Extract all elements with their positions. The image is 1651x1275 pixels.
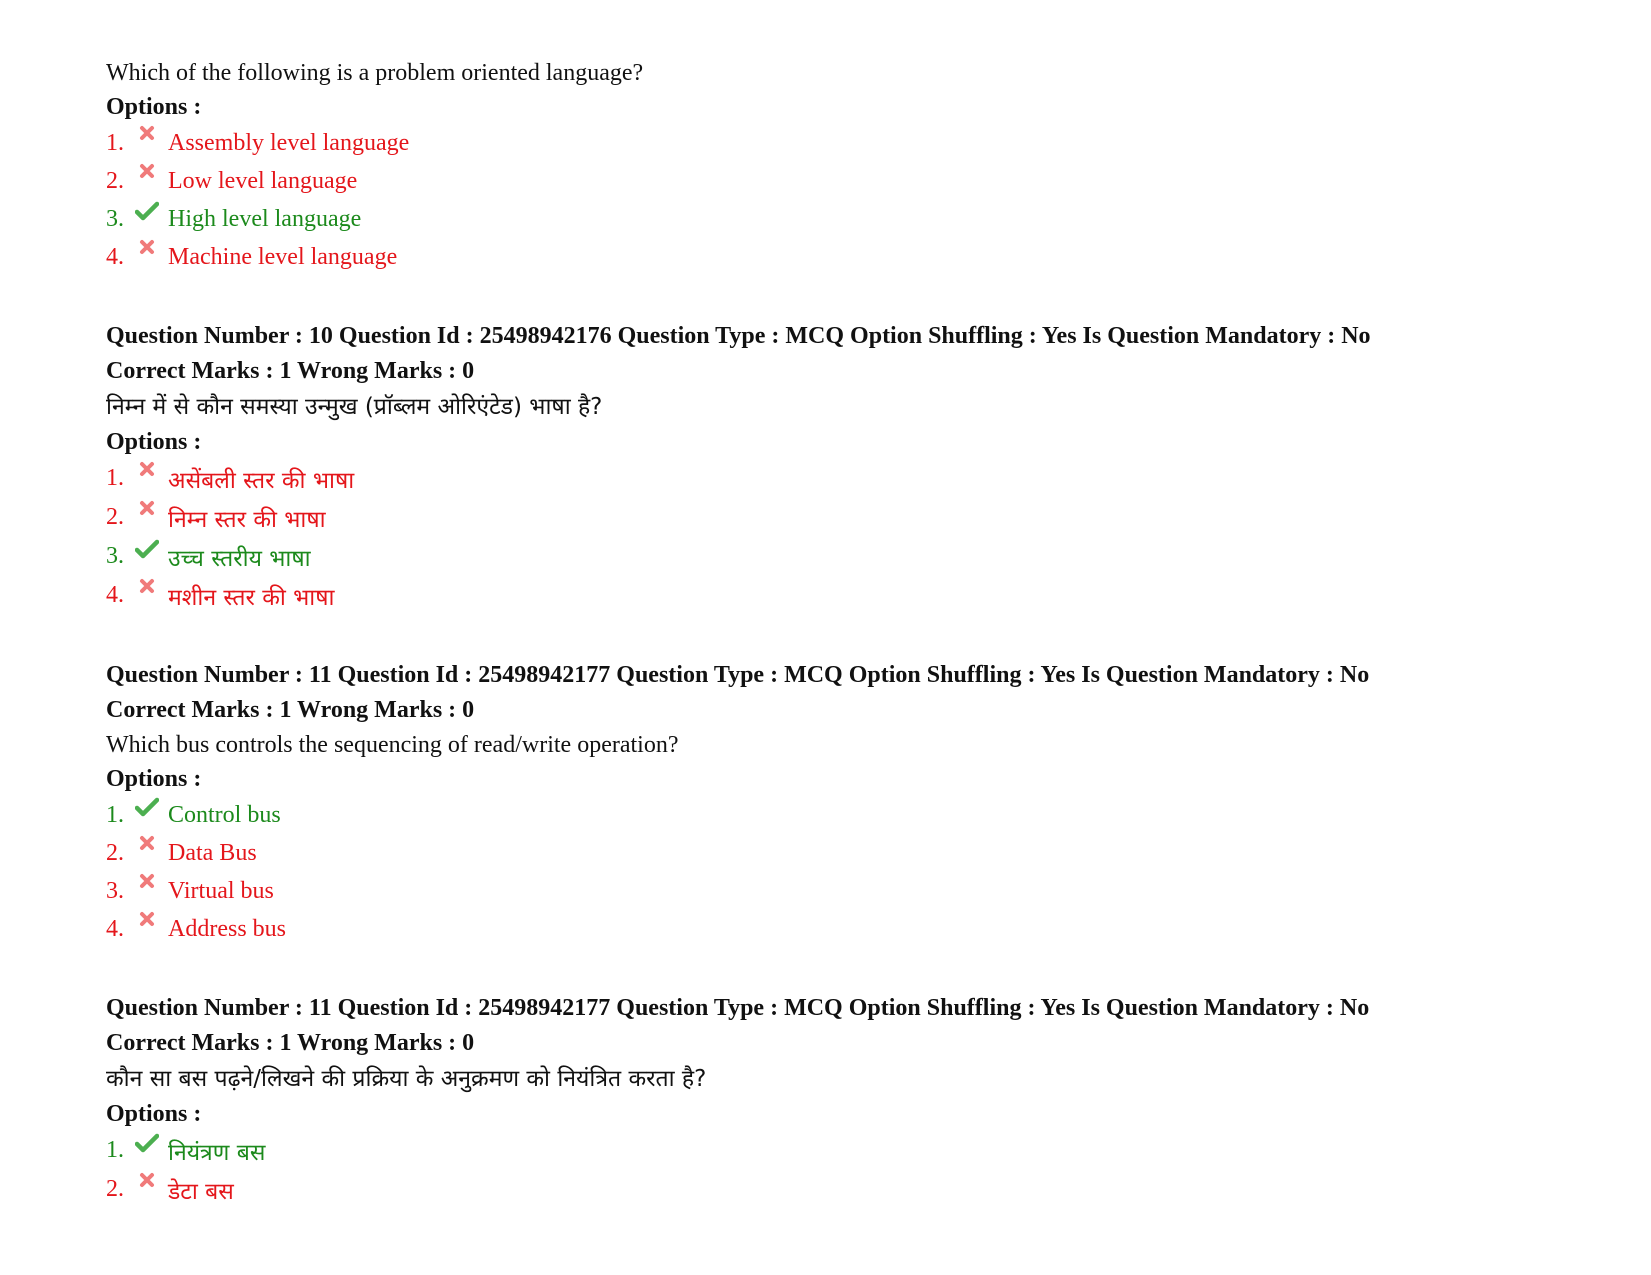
- question-meta: Question Number : 10 Question Id : 25498942176 Question Type : MCQ Option Shuffling : Yes Is Question Mandatory : No: [106, 323, 1371, 349]
- options-label: Options :: [106, 429, 202, 455]
- option-text: High level language: [168, 205, 362, 232]
- question-block: [106, 319, 1606, 615]
- check-mark-icon: [134, 201, 160, 227]
- option-number: 2.: [106, 167, 124, 194]
- option-number: 3.: [106, 543, 124, 569]
- option-number: 1.: [106, 129, 124, 156]
- question-block: [106, 658, 1606, 948]
- option-text: Data Bus: [168, 839, 257, 866]
- question-meta: Question Number : 11 Question Id : 25498942177 Question Type : MCQ Option Shuffling : Yes Is Question Mandatory : No: [106, 995, 1370, 1021]
- cross-mark-icon: [134, 461, 160, 487]
- cross-mark-icon: [134, 873, 160, 899]
- option-text: मशीन स्तर की भाषा: [168, 584, 335, 611]
- option-item: [106, 200, 1606, 238]
- option-item: [106, 1131, 1606, 1170]
- option-item: [106, 910, 1606, 948]
- cross-mark-icon: [134, 1172, 160, 1198]
- cross-mark-icon: [134, 163, 160, 189]
- option-number: 2.: [106, 504, 124, 530]
- cross-mark-icon: [134, 500, 160, 526]
- options-label: Options :: [106, 766, 202, 792]
- option-number: 4.: [106, 243, 124, 270]
- option-item: [106, 459, 1606, 498]
- question-marks: Correct Marks : 1 Wrong Marks : 0: [106, 697, 475, 723]
- option-text: डेटा बस: [168, 1178, 234, 1205]
- question-text: Which of the following is a problem oriented language?: [106, 60, 644, 86]
- option-text: Machine level language: [168, 243, 398, 270]
- option-number: 1.: [106, 801, 124, 828]
- option-item: [106, 238, 1606, 276]
- option-number: 2.: [106, 1176, 124, 1202]
- cross-mark-icon: [134, 835, 160, 861]
- question-marks: Correct Marks : 1 Wrong Marks : 0: [106, 358, 475, 384]
- option-text: Control bus: [168, 801, 281, 828]
- option-text: Assembly level language: [168, 129, 410, 156]
- option-item: [106, 1170, 1606, 1209]
- question-block: [106, 56, 1606, 276]
- option-text: असेंबली स्तर की भाषा: [168, 467, 355, 494]
- option-text: Address bus: [168, 915, 286, 942]
- option-text: नियंत्रण बस: [168, 1139, 266, 1166]
- option-item: [106, 576, 1606, 615]
- option-item: [106, 162, 1606, 200]
- cross-mark-icon: [134, 125, 160, 151]
- question-marks: Correct Marks : 1 Wrong Marks : 0: [106, 1030, 475, 1056]
- option-number: 1.: [106, 1137, 124, 1163]
- question-paper-page: [106, 56, 1606, 1209]
- option-item: [106, 796, 1606, 834]
- question-meta: Question Number : 11 Question Id : 25498942177 Question Type : MCQ Option Shuffling : Yes Is Question Mandatory : No: [106, 662, 1370, 688]
- option-number: 4.: [106, 582, 124, 608]
- options-label: Options :: [106, 1101, 202, 1127]
- option-item: [106, 834, 1606, 872]
- option-item: [106, 124, 1606, 162]
- option-item: [106, 872, 1606, 910]
- cross-mark-icon: [134, 911, 160, 937]
- option-item: [106, 498, 1606, 537]
- cross-mark-icon: [134, 239, 160, 265]
- check-mark-icon: [134, 539, 160, 565]
- question-text: निम्न में से कौन समस्या उन्मुख (प्रॉब्लम ओरिएंटेड) भाषा है?: [106, 394, 603, 420]
- question-text: Which bus controls the sequencing of read/write operation?: [106, 732, 679, 758]
- option-text: Low level language: [168, 167, 358, 194]
- check-mark-icon: [134, 797, 160, 823]
- option-number: 4.: [106, 915, 124, 942]
- option-number: 3.: [106, 205, 124, 232]
- option-text: Virtual bus: [168, 877, 274, 904]
- question-text: कौन सा बस पढ़ने/लिखने की प्रक्रिया के अनुक्रमण को नियंत्रित करता है?: [106, 1066, 707, 1092]
- option-number: 3.: [106, 877, 124, 904]
- cross-mark-icon: [134, 578, 160, 604]
- options-label: Options :: [106, 94, 202, 120]
- option-text: निम्न स्तर की भाषा: [168, 506, 326, 533]
- check-mark-icon: [134, 1133, 160, 1159]
- option-number: 2.: [106, 839, 124, 866]
- option-number: 1.: [106, 465, 124, 491]
- option-text: उच्च स्तरीय भाषा: [168, 545, 311, 572]
- option-item: [106, 537, 1606, 576]
- question-block: [106, 991, 1606, 1209]
